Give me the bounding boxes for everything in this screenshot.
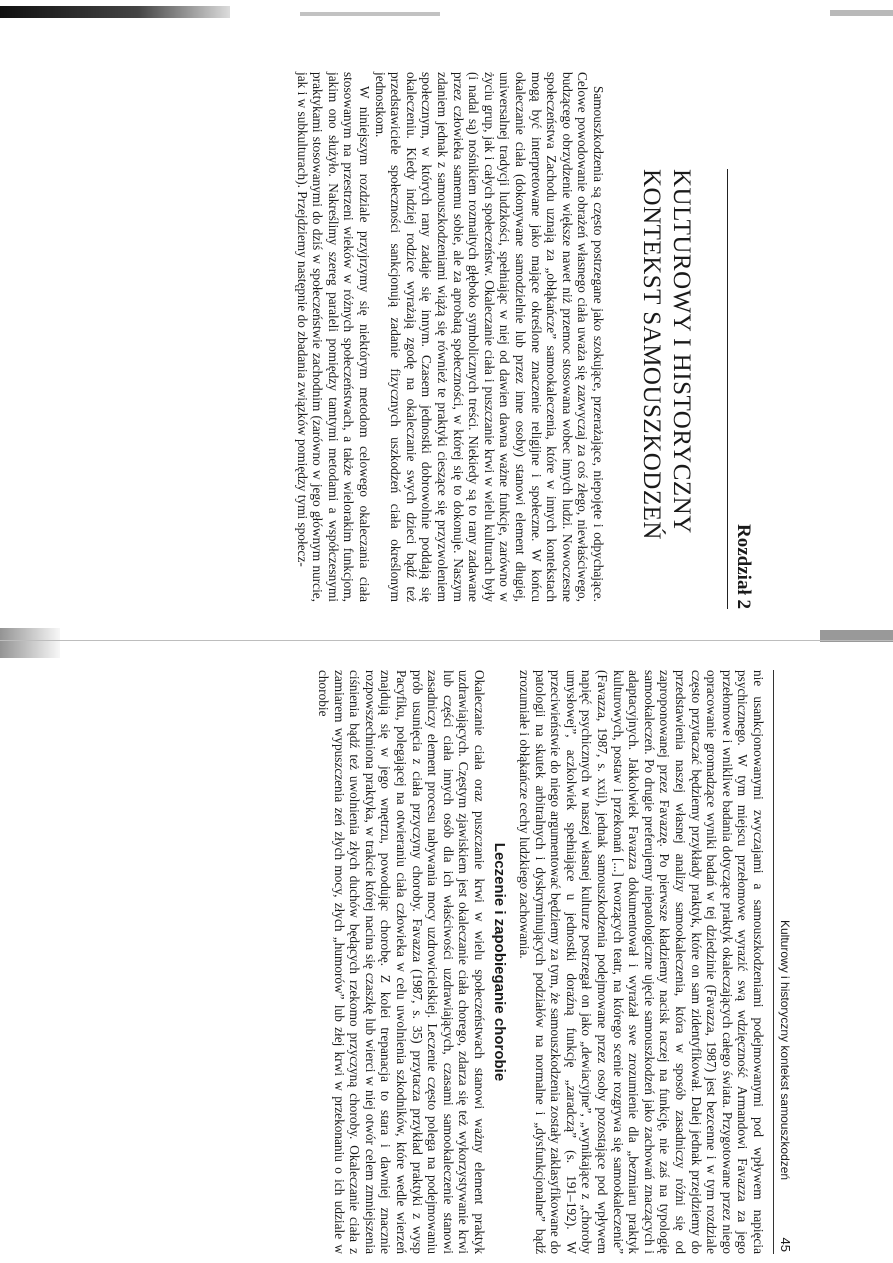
- chapter-title-line-2: KONTEKST SAMOUSZKODZEŃ: [638, 169, 665, 540]
- chapter-intro-text: [294, 72, 606, 602]
- page-number: 45: [778, 1237, 793, 1252]
- chapter-title-line-1: KULTUROWY I HISTORYCZNY: [668, 169, 695, 534]
- chapter-title: [636, 169, 696, 609]
- chapter-opening-page: [126, 54, 766, 614]
- paragraph: nie usankcjonowanymi zwyczajami a samouszkodzeniami podejmowanymi pod wpływem napięcia psychicznego. W tym miejscu przełomowe wyrazić swą wdzięczność Armandowi Favazza za jego przełomowe i wnikliwe badania dotyczące praktyk okaleczających całego świata. Przygotowane przez niego opracowanie gromadzące wyniki badań w tej dziedzinie (Favazza, 1987) jest bezcenne i w tym rozdziale często przytaczać będziemy przykłady praktyk, które on sam zidentyfikował. Dalej jednak przejdziemy do przedstawienia naszej własnej analizy samookaleczenia, która w sposób zasadniczy różni się od zaproponowanej przez Favazzę. Po pierwsze kładziemy nacisk raczej na funkcję, nie zaś na typologię samookaleczeń. Po drugie preferujemy niepatologiczne ujęcie samouszkodzeń jako zachowań znaczących i adaptacyjnych. Jakkolwiek Favazza dokumentował i wyrażał swe zrozumienie dla „bezmiaru praktyk kulturowych, postaw i przekonań [...] tworzących teatr, na którego scenie rozgrywa się samookaleczenie” (Favazza, 1987, s. xxii), jednak samouszkodzenia podejmowane przez osoby pozostające pod wpływem napięć psychicznych w naszej własnej kulturze postrzegał on jako „dewiacyjne”, „wynikające z „choroby umysłowej”, aczkolwiek spełniające u jednostki doraźną funkcję „zaradczą” (s. 191–192). W przeciwieństwie do niego argumentować będziemy za tym, że samouszkodzenia zostały zaklasyfikowane do patologii na skutek arbitralnych i dyskryminujących podziałów na normalne i „dysfunkcjonalne” bądź zrozumiałe i obłąkańcze cechy ludzkiego zachowania.: [517, 670, 766, 1254]
- scan-artifact-middle-left: [0, 628, 60, 658]
- page-45: [96, 662, 796, 1262]
- running-header: [773, 670, 796, 1254]
- scan-artifact-top-middle: [300, 12, 440, 16]
- scan-artifact-top-right: [830, 10, 893, 16]
- section-heading: Leczenie i zapobieganie chorobie: [491, 842, 509, 1082]
- scan-artifact-top-left: [0, 6, 230, 18]
- paragraph: Samouszkodzenia są często postrzegane jako szokujące, przerażające, niepojęte i odpychające. Celowe powodowanie obrażeń własnego ciała uważa się zazwyczaj za coś złego, niewłaściwego, budzącego obrzydzenie większe nawet niż przemoc stosowana wobec innych ludzi. Nowoczesne społeczeństwa Zachodu uznają za „obłąkańcze” samookaleczenia, które w innych kontekstach mogą być interpretowane jako mające określone znaczenie religijne i społeczne. W końcu okaleczanie ciała (dokonywane samodzielnie lub przez inne osoby) stanowi element długiej, uniwersalnej tradycji ludzkości, spełniając w niej od dawien dawna ważne funkcje, zarówno w życiu grup, jak i całych społeczeństw. Okaleczanie ciała i puszczanie krwi w wielu kulturach były (i nadal są) nośnikiem rozmaitych głęboko symbolicznych treści. Niekiedy są to rany zadawane przez człowieka samemu sobie, ale za aprobatą społeczności, w której się to dokonuje. Naszym zdaniem jednak z samouszkodzeniami wiążą się również te praktyki cieszące się przyzwoleniem społecznym, w których rany zadaje się innym. Czasem jednostki dobrowolnie poddają się okaleczeniu. Kiedy indziej rodzice wyrażają zgodę na okaleczanie swych dzieci bądź też przedstawiciele społeczności sankcjonują zadanie fizycznych uszkodzeń ciała określonym jednostkom.: [372, 72, 606, 602]
- paragraph: Okaleczanie ciała oraz puszczanie krwi w wielu społeczeństwach stanowi ważny element praktyk uzdrawiających. Częstym zjawiskiem jest okaleczanie ciała chorego, zdarza się też wykorzystywanie krwi lub części ciała innych osób dla ich właściwości uzdrawiających, czasami samookaleczenie stanowi zasadniczy element procesu nabywania mocy uzdrowicielskiej. Leczenie często polega na podejmowaniu prób usunięcia z ciała przyczyny choroby. Favazza (1987, s. 35) przytacza przykład praktyki z wysp Pacyfiku, polegającej na otwieraniu ciała człowieka w celu uwolnienia szkodników, które wedle wierzeń znajdują się w jego wnętrzu, powodując chorobę. Z kolei trepanacja to stara i dawniej znacznie rozpowszechniona praktyka, w trakcie której nacina się czaszkę lub wierci w niej otwór celem zmniejszenia ciśnienia bądź też uwolnienia złych duchów będących rzekomo przyczyną choroby. Okaleczanie ciała z zamiarem wypuszczenia zeń złych mocy, złych „humorów” lub złej krwi w przekonaniu o ich udziale w chorobie: [315, 670, 487, 1254]
- page-fold-line: [0, 640, 893, 641]
- chapter-number: Rozdział 2: [727, 169, 754, 609]
- paragraph: W niniejszym rozdziale przyjrzymy się niektórym metodom celowego okaleczania ciała stosowanym na przestrzeni wieków w różnych społeczeństwach, a także wielorakim funkcjom, jakim ono służyło. Nakreślimy szereg paraleli pomiędzy tamtymi metodami a współczesnymi praktykami stosowanymi do dziś w społeczeństwie zachodnim (zarówno w jego głównym nurcie, jak i w subkulturach). Przejdziemy następnie do zbadania związków pomiędzy tymi społecz-: [294, 72, 373, 602]
- running-head-title: Kulturowy i historyczny kontekst samouszkodzeń: [778, 920, 792, 1181]
- page-body-text: [315, 670, 766, 1254]
